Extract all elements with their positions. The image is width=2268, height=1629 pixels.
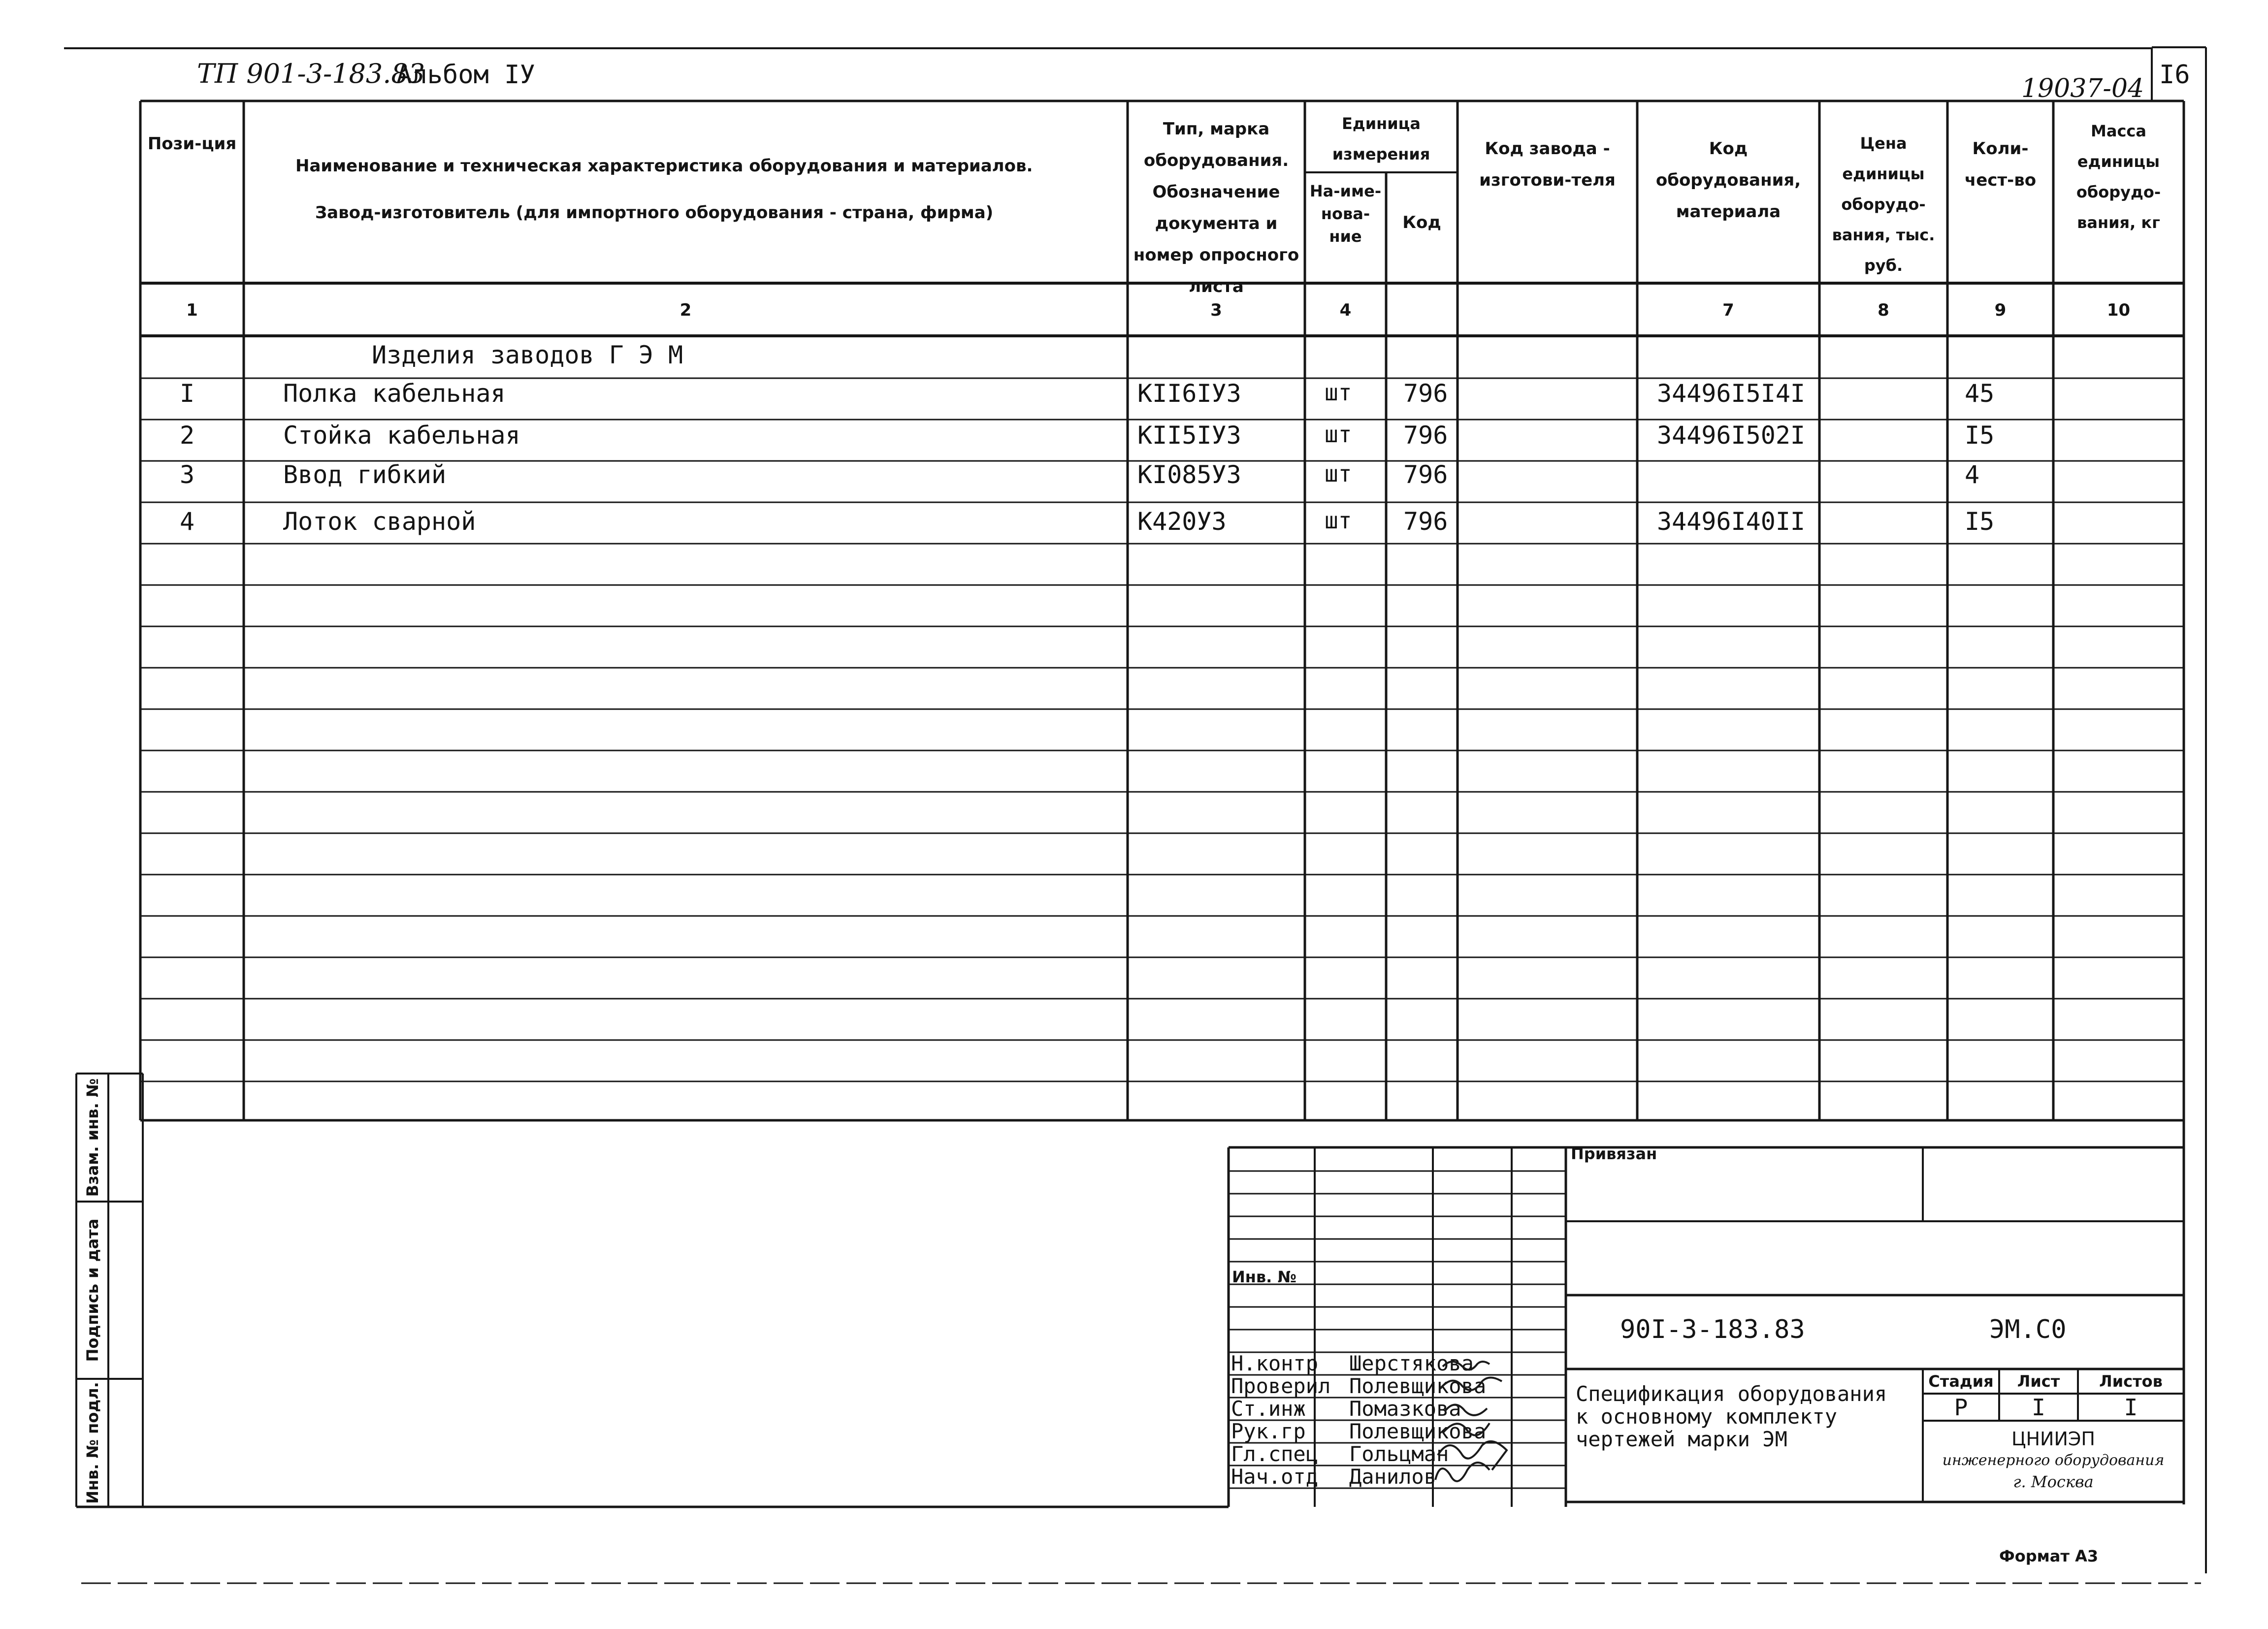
tb-title-line: Спецификация оборудования (1576, 1382, 1887, 1406)
tb-privyazan: Привязан (1571, 1144, 1657, 1163)
tb-title-line: чертежей марки ЭМ (1576, 1427, 1787, 1451)
row-quantity: I5 (1965, 421, 1995, 450)
tb-role: Ст.инж (1231, 1397, 1306, 1421)
sheet-format: Формат А3 (1999, 1547, 2099, 1565)
section-title: Изделия заводов Г Э М (372, 341, 683, 369)
row-equipment-code: 34496I5I4I (1657, 379, 1806, 408)
header-position: Пози-ция (147, 134, 237, 154)
row-unit-code: 796 (1403, 421, 1448, 450)
header-equipment-code: Код оборудования, материала (1655, 139, 1801, 222)
header-name-line2: Завод-изготовитель (для импортного оборудования - страна, фирма) (315, 203, 994, 223)
tb-signer-name: Шерстякова (1349, 1351, 1474, 1375)
column-number-1: 1 (186, 300, 198, 320)
column-number-7: 7 (1722, 300, 1734, 320)
signature-marks (1433, 1349, 1517, 1502)
row-name: Ввод гибкий (283, 460, 447, 489)
header-type: Тип, марка оборудования. Обозначение документа и номер опросного листа (1133, 119, 1299, 296)
column-number-10: 10 (2106, 300, 2131, 320)
tb-organization-line2: инженерного оборудования (1942, 1452, 2165, 1469)
tb-stage-value: Р (1954, 1394, 1968, 1421)
row-type: КII5IУ3 (1137, 421, 1241, 450)
row-unit: шт (1325, 460, 1352, 487)
tb-drawing-mark: ЭМ.С0 (1989, 1315, 2067, 1344)
row-position: 3 (179, 460, 195, 489)
tb-signer-name: Полевщикова (1349, 1374, 1487, 1398)
tb-signer-name: Гольцман (1349, 1442, 1449, 1466)
tb-sheet-label: Лист (2017, 1372, 2060, 1391)
tb-role: Рук.гр (1231, 1419, 1306, 1443)
row-type: К420У3 (1137, 507, 1227, 536)
row-quantity: I5 (1965, 507, 1995, 536)
row-name: Лоток сварной (283, 507, 476, 536)
tb-organization-line3: г. Москва (2013, 1472, 2094, 1491)
header-name-line1: Наименование и техническая характеристика оборудования и материалов. (295, 156, 1033, 176)
tb-role: Н.контр (1231, 1351, 1319, 1375)
row-type: КI085У3 (1137, 460, 1241, 489)
row-quantity: 45 (1965, 379, 1995, 408)
archive-number: 19037-04 (2021, 74, 2144, 103)
tb-signer-name: Полевщикова (1349, 1419, 1487, 1443)
header-unit-code: Код (1402, 213, 1441, 232)
row-unit: шт (1325, 379, 1352, 406)
column-number-2: 2 (680, 300, 692, 320)
tb-role: Нач.отд (1231, 1465, 1319, 1489)
tb-role: Проверил (1231, 1374, 1331, 1398)
row-unit-code: 796 (1403, 460, 1448, 489)
row-quantity: 4 (1965, 460, 1980, 489)
tb-document-number: 90I-3-183.83 (1620, 1315, 1805, 1344)
row-equipment-code: 34496I40II (1657, 507, 1806, 536)
album-label: Альбом IУ (396, 60, 535, 90)
tb-signer-name: Помазкова (1349, 1397, 1461, 1421)
tb-stage-label: Стадия (1928, 1372, 1994, 1391)
stamp-signature-date: Подпись и дата (83, 1218, 102, 1362)
tb-sheet-value: I (2032, 1394, 2045, 1421)
column-number-3: 3 (1210, 300, 1222, 320)
tb-signer-name: Данилов (1349, 1465, 1437, 1489)
row-unit-code: 796 (1403, 379, 1448, 408)
column-number-8: 8 (1878, 300, 1889, 320)
header-unit-name: На-име-нова-ние (1309, 182, 1382, 246)
tb-sheets-label: Листов (2099, 1372, 2163, 1391)
row-name: Полка кабельная (283, 379, 506, 408)
row-position: I (179, 379, 195, 408)
row-name: Стойка кабельная (283, 421, 520, 450)
row-position: 2 (179, 421, 195, 450)
document-reference: ТП 901-3-183.83 (197, 58, 425, 89)
tb-sheets-value: I (2124, 1394, 2138, 1421)
header-unit-group: Единица измерения (1332, 114, 1430, 163)
row-unit: шт (1325, 507, 1352, 534)
column-number-9: 9 (1994, 300, 2007, 320)
row-type: КII6IУ3 (1137, 379, 1241, 408)
row-position: 4 (179, 507, 195, 536)
row-unit-code: 796 (1403, 507, 1448, 536)
sheet-number: I6 (2159, 60, 2190, 90)
row-unit: шт (1325, 421, 1352, 448)
column-number-4: 4 (1339, 300, 1352, 320)
tb-organization-line1: ЦНИИЭП (2011, 1428, 2096, 1450)
tb-inventory-no: Инв. № (1232, 1268, 1296, 1286)
row-equipment-code: 34496I502I (1657, 421, 1806, 450)
header-factory-code: Код завода - изготови-теля (1479, 139, 1616, 190)
tb-role: Гл.спец (1231, 1442, 1319, 1466)
header-quantity: Коли-чест-во (1964, 139, 2037, 190)
stamp-original-inventory: Инв. № подл. (83, 1382, 102, 1504)
tb-title-line: к основному комплекту (1576, 1404, 1838, 1429)
header-mass: Масса единицы оборудо-вания, кг (2076, 122, 2161, 232)
stamp-replaced-inventory: Взам. инв. № (83, 1078, 102, 1197)
header-price: Цена единицы оборудо-вания, тыс. руб. (1832, 134, 1935, 275)
